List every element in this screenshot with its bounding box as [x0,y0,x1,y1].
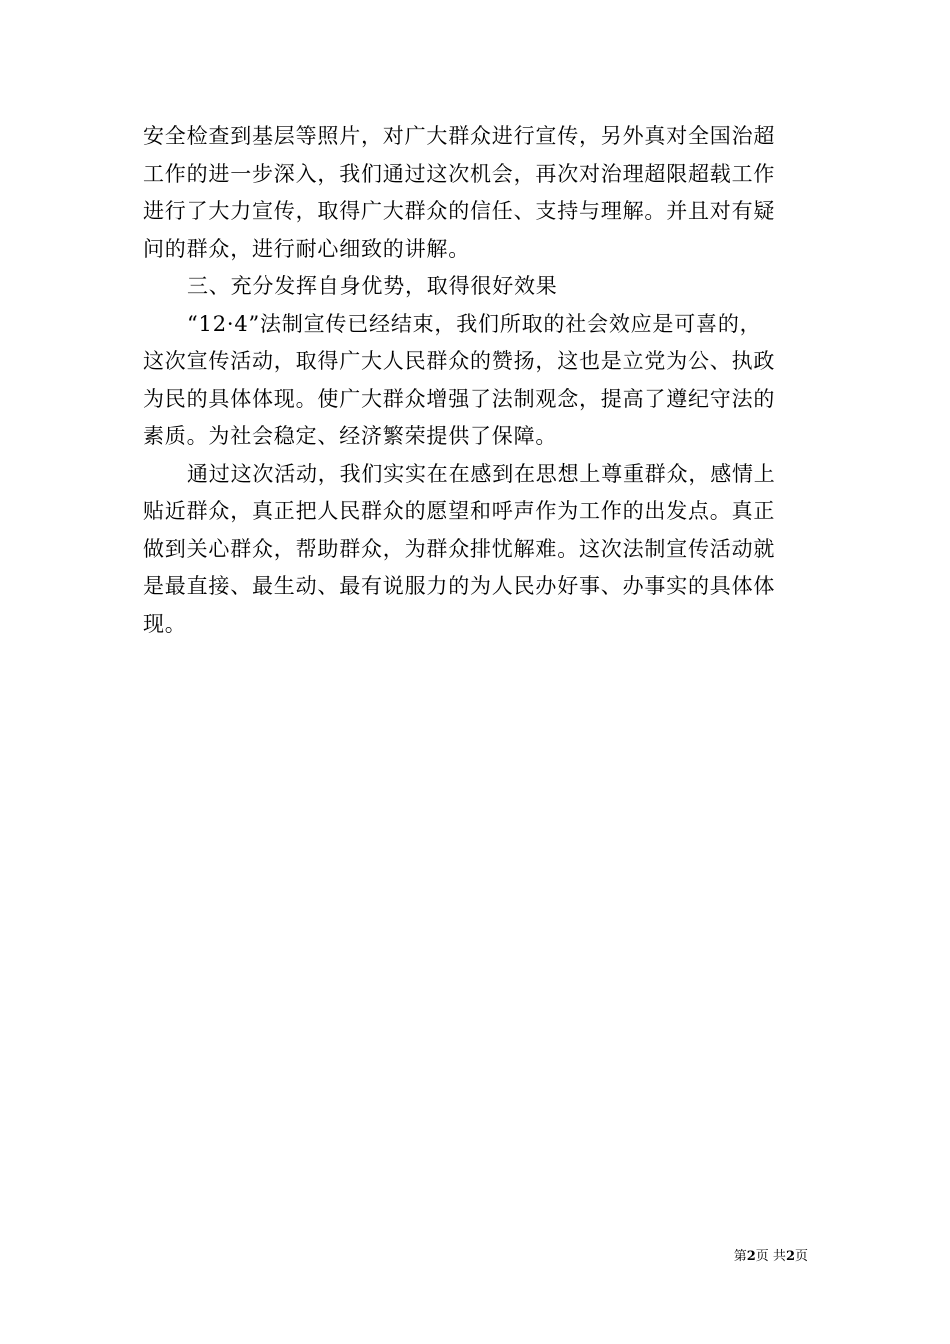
text-line: 通过这次活动，我们实实在在感到在思想上尊重群众，感情上 [187,461,776,486]
section-heading: 三、充分发挥自身优势，取得很好效果 [187,274,558,298]
footer-suffix: 页 [794,1249,808,1264]
text-line: 做到关心群众，帮助群众，为群众排忧解难。这次法制宣传活动就 [143,536,776,561]
total-page-number: 2 [785,1249,795,1264]
current-page-number: 2 [746,1249,756,1264]
text-line: 是最直接、最生动、最有说服力的为人民办好事、办事实的具体体 [143,574,776,598]
text-line: 贴近群众，真正把人民群众的愿望和呼声作为工作的出发点。真正 [143,499,776,523]
text-line: 工作的进一步深入，我们通过这次机会，再次对治理超限超载工作 [143,161,776,186]
text-line: 为民的具体体现。使广大群众增强了法制观念，提高了遵纪守法的 [143,386,776,411]
footer-middle: 页 共 [755,1249,786,1264]
text-line: 安全检查到基层等照片，对广大群众进行宣传，另外真对全国治超 [143,124,776,148]
text-line: “12·4”法制宣传已经结束，我们所取的社会效应是可喜的， [187,311,762,336]
page-footer [734,1248,808,1266]
text-line: 问的群众，进行耐心细致的讲解。 [143,236,470,261]
text-line: 这次宣传活动，取得广大人民群众的赞扬，这也是立党为公、执政 [143,349,776,373]
text-line: 素质。为社会稳定、经济繁荣提供了保障。 [143,424,558,448]
document-body [143,118,807,643]
text-line: 现。 [143,611,187,636]
text-line: 进行了大力宣传，取得广大群众的信任、支持与理解。并且对有疑 [143,199,776,223]
footer-prefix: 第 [733,1249,747,1264]
